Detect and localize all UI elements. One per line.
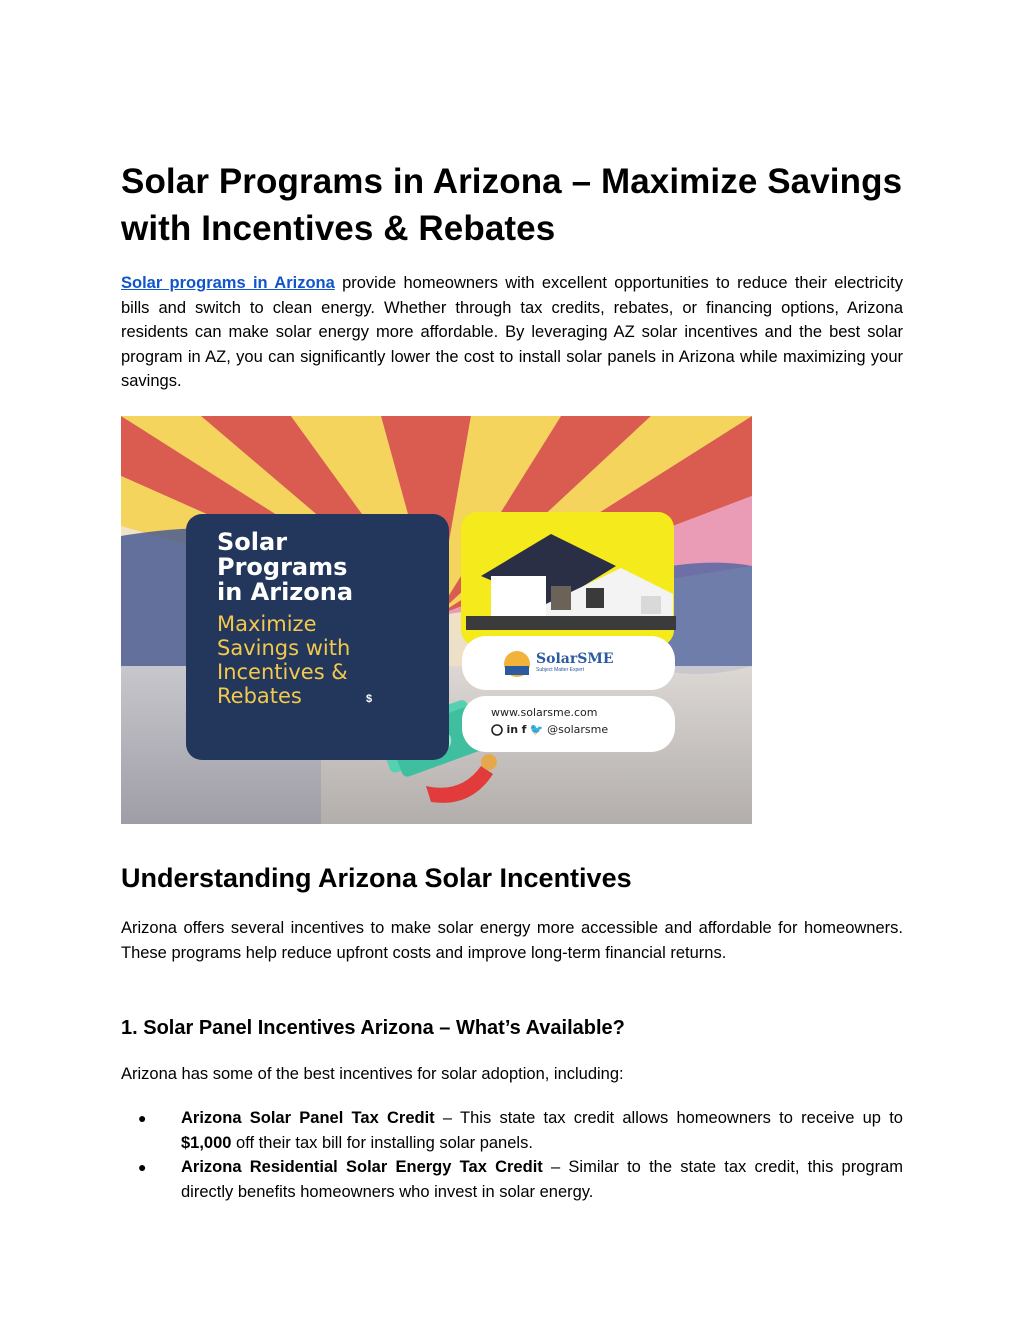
bullet-title: Arizona Solar Panel Tax Credit: [181, 1109, 435, 1127]
list-item: [121, 1155, 903, 1204]
social-handle: @solarsme: [547, 723, 609, 736]
bullet-icon: ●: [138, 1110, 147, 1126]
hero-image: [121, 416, 752, 824]
section-paragraph: Arizona offers several incentives to make solar energy more accessible and affordable for homeowners. These programs help reduce upfront costs and improve long-term financial returns.: [121, 919, 903, 962]
bullet-text: – This state tax credit allows homeowners to receive up to: [434, 1109, 903, 1127]
hero-sub-line-3: Incentives &: [217, 660, 348, 684]
hero-social-row: [491, 723, 608, 736]
solarsme-logo: [536, 652, 614, 674]
bullet-icon: ●: [138, 1159, 147, 1175]
intro-paragraph: [121, 271, 903, 394]
bullet-text-end: off their tax bill for installing solar panels.: [231, 1133, 533, 1152]
logo-tagline: Subject Matter Expert: [536, 667, 585, 673]
twitter-icon: 🐦: [529, 723, 544, 736]
intro-text: provide homeowners with excellent opportunities to reduce their electricity bills and switch to clean energy. Whether through tax credits, rebates, or financing options, Arizona residents can make solar energy more affordable. By leveraging AZ solar incentives and the best solar program in AZ, you can significantly lower the cost to install solar panels in Arizona while maximizing your savings.: [121, 274, 903, 390]
facebook-icon: f: [521, 723, 527, 736]
list-item: [121, 1106, 903, 1155]
hero-title-line-2: Programs: [217, 553, 348, 581]
logo-text: SolarSME: [536, 651, 614, 667]
hero-card-title: [217, 530, 353, 605]
coin-icon: $: [366, 693, 373, 705]
hero-title-line-3: in Arizona: [217, 578, 354, 606]
hero-sub-line-2: Savings with: [217, 636, 351, 660]
hero-website: www.solarsme.com: [491, 706, 598, 719]
section-heading: Understanding Arizona Solar Incentives: [121, 863, 632, 893]
page-title: Solar Programs in Arizona – Maximize Savings with Incentives & Rebates: [121, 162, 903, 248]
hero-sub-line-1: Maximize: [217, 612, 317, 636]
solar-programs-link[interactable]: Solar programs in Arizona: [121, 274, 335, 292]
bullet-title: Arizona Residential Solar Energy Tax Credit: [181, 1158, 543, 1176]
hero-title-line-1: Solar: [217, 528, 288, 556]
linkedin-icon: in: [506, 723, 519, 736]
bullet-amount: $1,000: [181, 1133, 232, 1152]
list-intro: Arizona has some of the best incentives for solar adoption, including:: [121, 1065, 624, 1083]
bullet-text: – Similar to the state tax credit, this program directly benefits homeowners who invest in solar energy.: [181, 1158, 903, 1201]
subheading: 1. Solar Panel Incentives Arizona – What’s Available?: [121, 1017, 625, 1039]
hero-sub-line-4: Rebates: [217, 684, 302, 708]
incentive-list: [121, 1106, 903, 1204]
hero-card-subtitle: [217, 612, 350, 708]
